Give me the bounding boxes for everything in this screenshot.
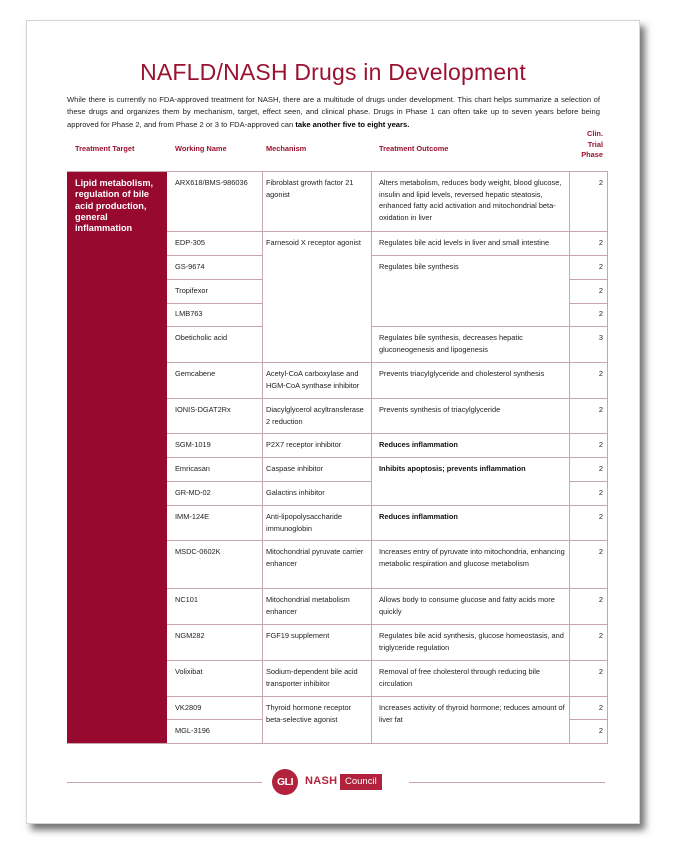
outcome-text: Increases activity of thyroid hormone; reduces amount of liver fat bbox=[379, 703, 565, 724]
mechanism-text: FGF19 supplement bbox=[266, 631, 330, 640]
row-rule bbox=[569, 279, 608, 280]
footer-divider-left bbox=[67, 782, 262, 783]
drug-name: GR-MD-02 bbox=[175, 488, 211, 497]
trial-phase: 2 bbox=[598, 405, 603, 414]
document-page bbox=[26, 20, 640, 824]
row-rule bbox=[167, 433, 608, 434]
row-rule bbox=[167, 303, 262, 304]
trial-phase: 2 bbox=[598, 631, 603, 640]
drug-name: Tropifexor bbox=[175, 286, 208, 295]
drug-name: IONIS-DGAT2Rx bbox=[175, 405, 231, 414]
header-phase-line-2: Trial bbox=[587, 139, 603, 149]
header-clinical-trial-phase bbox=[567, 129, 603, 161]
mechanism-text: Mitochondrial metabolism enhancer bbox=[266, 595, 350, 616]
outcome-text: Prevents triacylglyceride and cholesterol synthesis bbox=[379, 369, 545, 378]
row-rule bbox=[167, 362, 608, 363]
mechanism-text: Mitochondrial pyruvate carrier enhancer bbox=[266, 547, 364, 568]
trial-phase: 2 bbox=[598, 309, 603, 318]
mechanism-text: Sodium-dependent bile acid transporter inhibitor bbox=[266, 667, 358, 688]
drug-name: Volixibat bbox=[175, 667, 203, 676]
row-rule bbox=[167, 481, 371, 482]
intro-text: While there is currently no FDA-approved treatment for NASH, there are a multitude of drugs under development. This chart helps summarize a selection of these drugs and organizes them by mechanism, target, effect seen, and clinical phase. Drugs in Phase 1 can often take up to seven years before being approved for Phase 2, and from Phase 2 or 3 to FDA-approved can bbox=[67, 95, 600, 129]
outcome-text: Alters metabolism, reduces body weight, blood glucose, insulin and lipid levels, reversed hepatic steatosis, enhanced fatty acid activation and mitochondrial beta-oxidation in liver bbox=[379, 178, 562, 222]
row-rule bbox=[167, 326, 262, 327]
table-top-rule bbox=[67, 171, 608, 172]
trial-phase: 2 bbox=[598, 440, 603, 449]
header-treatment-target: Treatment Target bbox=[75, 144, 135, 153]
trial-phase: 2 bbox=[598, 178, 603, 187]
outcome-text: Reduces inflammation bbox=[379, 512, 458, 521]
trial-phase: 2 bbox=[598, 595, 603, 604]
drug-name: NGM282 bbox=[175, 631, 205, 640]
drug-name: EDP-305 bbox=[175, 238, 205, 247]
row-rule bbox=[371, 326, 608, 327]
treatment-target-cell: Lipid metabolism, regulation of bile acid production, general inflammation bbox=[67, 171, 167, 743]
mechanism-text: Thyroid hormone receptor beta-selective agonist bbox=[266, 703, 352, 724]
trial-phase: 2 bbox=[598, 703, 603, 712]
row-rule bbox=[167, 540, 608, 541]
drug-name: SGM-1019 bbox=[175, 440, 211, 449]
mechanism-text: Acetyl-CoA carboxylase and HGM-CoA synthase inhibitor bbox=[266, 369, 360, 390]
logo-council-text: Council bbox=[340, 774, 382, 790]
outcome-text: Removal of free cholesterol through reducing bile circulation bbox=[379, 667, 541, 688]
intro-paragraph bbox=[67, 94, 600, 131]
header-mechanism: Mechanism bbox=[266, 144, 307, 153]
outcome-text: Regulates bile acid synthesis, glucose homeostasis, and triglyceride regulation bbox=[379, 631, 564, 652]
row-rule bbox=[167, 505, 608, 506]
row-rule bbox=[167, 279, 262, 280]
drug-name: LMB763 bbox=[175, 309, 203, 318]
row-rule bbox=[371, 255, 569, 256]
outcome-text: Regulates bile synthesis bbox=[379, 262, 459, 271]
row-rule bbox=[569, 303, 608, 304]
row-rule bbox=[569, 457, 608, 458]
outcome-text: Prevents synthesis of triacylglyceride bbox=[379, 405, 501, 414]
row-rule bbox=[569, 481, 608, 482]
logo-nash-text: NASH bbox=[305, 775, 338, 787]
trial-phase: 2 bbox=[598, 488, 603, 497]
outcome-text: Reduces inflammation bbox=[379, 440, 458, 449]
drug-name: MSDC-0602K bbox=[175, 547, 221, 556]
mechanism-text: Anti-lipopolysaccharide immunoglobin bbox=[266, 512, 342, 533]
drug-name: NC101 bbox=[175, 595, 199, 604]
footer-divider-right bbox=[409, 782, 605, 783]
drug-name: Gemcabene bbox=[175, 369, 216, 378]
trial-phase: 2 bbox=[598, 464, 603, 473]
row-rule bbox=[167, 719, 262, 720]
row-rule bbox=[167, 588, 608, 589]
trial-phase: 2 bbox=[598, 262, 603, 271]
row-rule bbox=[167, 457, 569, 458]
table-bottom-rule bbox=[67, 743, 608, 744]
trial-phase: 2 bbox=[598, 238, 603, 247]
outcome-text: Inhibits apoptosis; prevents inflammation bbox=[379, 464, 526, 473]
intro-emphasis: take another five to eight years. bbox=[295, 119, 410, 129]
outcome-text: Regulates bile acid levels in liver and small intestine bbox=[379, 238, 550, 247]
gli-logo-mark: GLI bbox=[272, 769, 298, 795]
drug-name: MGL-3196 bbox=[175, 726, 210, 735]
outcome-text: Increases entry of pyruvate into mitochondria, enhancing metabolic respiration and glucose metabolism bbox=[379, 547, 565, 568]
drug-name: Obeticholic acid bbox=[175, 333, 228, 342]
trial-phase: 3 bbox=[598, 333, 603, 342]
page-title: NAFLD/NASH Drugs in Development bbox=[140, 59, 526, 85]
mechanism-text: P2X7 receptor inhibitor bbox=[266, 440, 342, 449]
mechanism-text: Caspase inhibitor bbox=[266, 464, 324, 473]
trial-phase: 2 bbox=[598, 286, 603, 295]
header-working-name: Working Name bbox=[175, 144, 227, 153]
row-rule bbox=[167, 231, 608, 232]
row-rule bbox=[569, 719, 608, 720]
row-rule bbox=[167, 255, 262, 256]
row-rule bbox=[167, 696, 608, 697]
drug-name: GS-9674 bbox=[175, 262, 205, 271]
row-rule bbox=[167, 624, 608, 625]
drug-name: Emricasan bbox=[175, 464, 210, 473]
drug-name: VK2809 bbox=[175, 703, 202, 712]
row-rule bbox=[167, 660, 608, 661]
outcome-text: Regulates bile synthesis, decreases hepatic gluconeogenesis and lipogenesis bbox=[379, 333, 523, 354]
trial-phase: 2 bbox=[598, 547, 603, 556]
mechanism-text: Farnesoid X receptor agonist bbox=[266, 238, 361, 247]
row-rule bbox=[569, 255, 608, 256]
mechanism-text: Galactins inhibitor bbox=[266, 488, 325, 497]
trial-phase: 2 bbox=[598, 667, 603, 676]
mechanism-text: Fibroblast growth factor 21 agonist bbox=[266, 178, 354, 199]
drug-name: IMM-124E bbox=[175, 512, 210, 521]
drug-name: ARX618/BMS-986036 bbox=[175, 178, 248, 187]
header-phase-line-1: Clin. bbox=[586, 129, 603, 138]
trial-phase: 2 bbox=[598, 726, 603, 735]
trial-phase: 2 bbox=[598, 512, 603, 521]
mechanism-text: Diacylglycerol acyltransferase 2 reduction bbox=[266, 405, 364, 426]
header-treatment-outcome: Treatment Outcome bbox=[379, 144, 449, 153]
header-phase-line-3: Phase bbox=[581, 150, 603, 159]
outcome-text: Allows body to consume glucose and fatty acids more quickly bbox=[379, 595, 555, 616]
trial-phase: 2 bbox=[598, 369, 603, 378]
row-rule bbox=[167, 398, 608, 399]
